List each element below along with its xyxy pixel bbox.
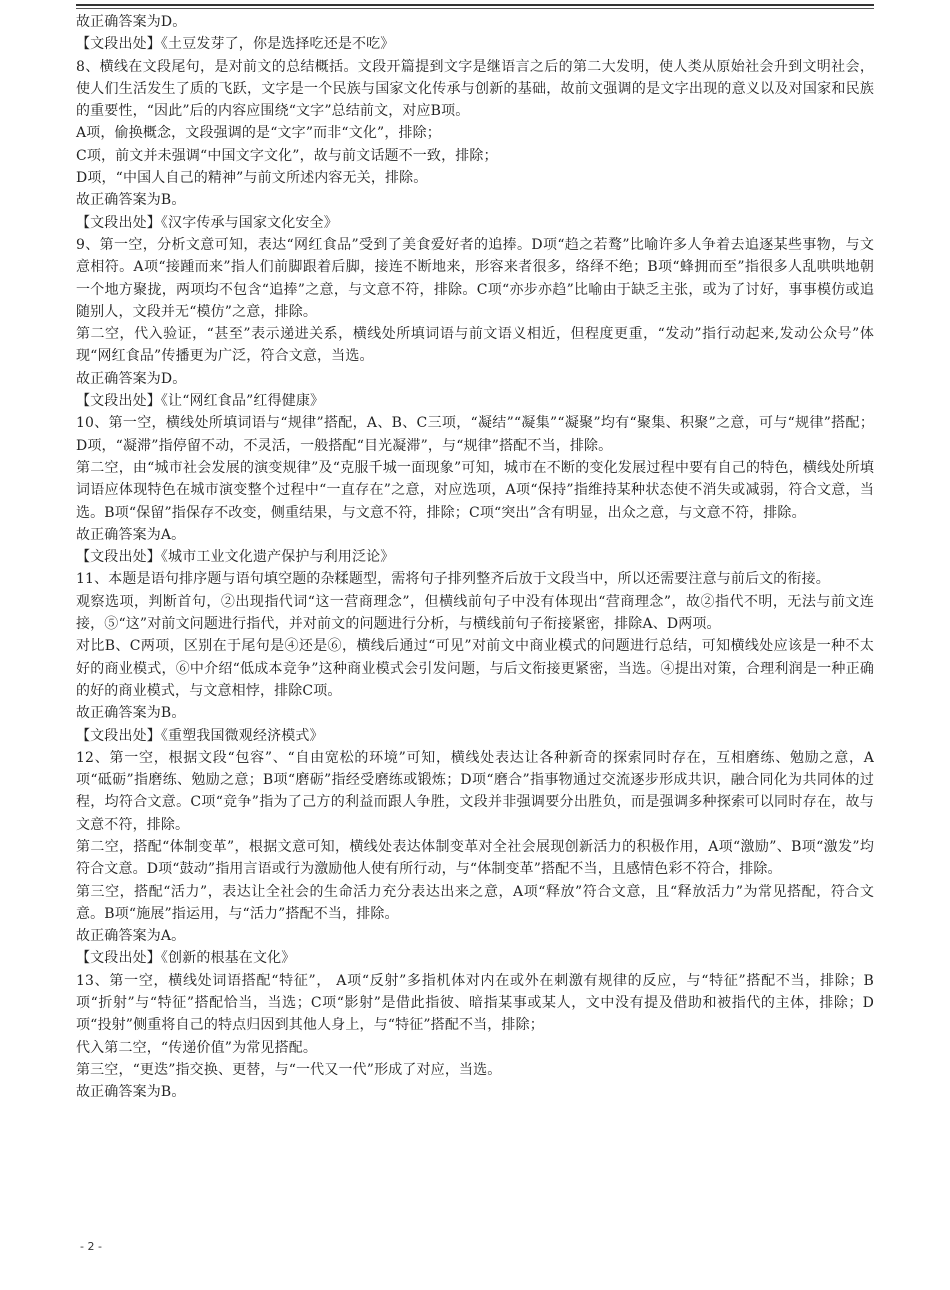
answer-line: 故正确答案为A。 xyxy=(76,526,186,543)
source-line: 【文段出处】《重塑我国微观经济模式》 xyxy=(76,727,324,744)
text-line: 第三空，“更迭”指交换、更替，与“一代又一代”形成了对应，当选。 xyxy=(76,1061,502,1078)
source-line: 【文段出处】《创新的根基在文化》 xyxy=(76,950,296,967)
text-line: D项，“中国人自己的精神”与前文所述内容无关，排除。 xyxy=(76,170,428,187)
text-line: 对比B、C两项，区别在于尾句是④还是⑥，横线后通过“可见”对前文中商业模式的问题进行总结，可知横线处应该是一种不太好的商业模式，⑥中介绍“低成本竞争”这种商业模式会引发问题，与后文衔接更紧密，当选。④提出对策，合理利润是一种正确的好的商业模式，与文意相悖，排除C项。 xyxy=(76,638,874,699)
answer-line: 故正确答案为B。 xyxy=(76,705,186,722)
answer-line: 故正确答案为B。 xyxy=(76,192,186,209)
question-11-analysis: 11、本题是语句排序题与语句填空题的杂糅题型，需将句子排列整齐后放于文段当中，所以还需要注意与前后文的衔接。 xyxy=(76,571,830,588)
text-line: C项，前文并未强调“中国文字文化”，故与前文话题不一致，排除； xyxy=(76,147,498,164)
text-line: 第二空，搭配“体制变革”，根据文意可知，横线处表达体制变革对全社会展现创新活力的积极作用，A项“激励”、B项“激发”均符合文意。D项“鼓动”指用言语或行为激励他人使有所行动，与“体制变革”搭配不当，且感情色彩不符合，排除。 xyxy=(76,838,874,878)
text-line: 第二空，代入验证，“甚至”表示递进关系，横线处所填词语与前文语义相近，但程度更重，“发动”指行动起来,发动公众号”体现“网红食品”传播更为广泛，符合文意，当选。 xyxy=(76,326,874,365)
source-line: 【文段出处】《城市工业文化遗产保护与利用泛论》 xyxy=(76,549,395,566)
answer-line: 故正确答案为D。 xyxy=(76,370,187,387)
question-8-analysis: 8、横线在文段尾句，是对前文的总结概括。文段开篇提到文字是继语言之后的第二大发明，使人类从原始社会升到文明社会，使人们生活发生了质的飞跃，文字是一个民族与国家文化传承与创新的基础，故前文强调的是文字出现的意义以及对国家和民族的重要性，“因此”后的内容应围绕“文字”总结前文，对应B项。 xyxy=(76,58,874,120)
text-line: 故正确答案为D。 xyxy=(76,14,187,30)
question-13-analysis: 13、第一空，横线处词语搭配“特征”， A项“反射”多指机体对内在或外在刺激有规律的反应，与“特征”搭配不当，排除；B项“折射”与“特征”搭配恰当，当选；C项“影射”是借此指彼、暗指某事或某人，文中没有提及借助和被指代的主体，排除；D项“投射”侧重将自己的特点归因到其他人身上，与“特征”搭配不当，排除； xyxy=(76,972,875,1034)
source-line: 【文段出处】《土豆发芽了，你是选择吃还是不吃》 xyxy=(76,36,395,53)
text-line: 第三空，搭配“活力”，表达让全社会的生命活力充分表达出来之意，A项“释放”符合文意，且“释放活力”为常见搭配，符合文意。B项“施展”指运用，与“活力”搭配不当，排除。 xyxy=(76,883,874,922)
source-line: 【文段出处】《让“网红食品”红得健康》 xyxy=(76,393,325,410)
answer-explanations xyxy=(76,11,874,1104)
answer-line: 故正确答案为B。 xyxy=(76,1084,186,1101)
text-line: 第二空，由“城市社会发展的演变规律”及“克服千城一面现象”可知，城市在不断的变化发展过程中要有自己的特色，横线处所填词语应体现特色在城市演变整个过程中“一直存在”之意，对应选项，A项“保持”指维持某种状态使不消失或减弱，符合文意，当选。B项“保留”指保存不改变，侧重结果，与文意不符，排除；C项“突出”含有明显，出众之意，与文意不符，排除。 xyxy=(76,459,874,521)
text-line: 代入第二空，“传递价值”为常见搭配。 xyxy=(76,1039,318,1056)
header-rule-bottom xyxy=(76,8,874,9)
question-9-analysis: 9、第一空，分析文意可知，表达“网红食品”受到了美食爱好者的追捧。D项“趋之若鹜”比喻许多人争着去追逐某些事物，与文意相符。A项“接踵而来”指人们前脚跟着后脚，接连不断地来，形容来者很多，络绎不绝；B项“蜂拥而至”指很多人乱哄哄地朝一个地方聚拢，两项均不包含“追捧”之意，与文意不符，排除。C项“亦步亦趋”比喻由于缺乏主张，或为了讨好，事事模仿或追随别人，文段并无“模仿”之意，排除。 xyxy=(76,236,874,320)
header-rule-top xyxy=(76,4,874,6)
text-line: 观察选项，判断首句，②出现指代词“这一营商理念”，但横线前句子中没有体现出“营商理念”，故②指代不明，无法与前文连接，⑤“这”对前文问题进行指代，并对前文的问题进行分析，与横线前句子衔接紧密，排除A、D两项。 xyxy=(76,593,874,633)
page-number: - 2 - xyxy=(80,1240,102,1253)
question-12-analysis: 12、第一空，根据文段“包容”、“自由宽松的环境”可知，横线处表达让各种新奇的探索同时存在，互相磨练、勉励之意，A项“砥砺”指磨练、勉励之意；B项“磨砺”指经受磨练或锻炼；D项“磨合”指事物通过交流逐步形成共识，融合同化为共同体的过程，均符合文意。C项“竞争”指为了己方的利益而跟人争胜，文段并非强调要分出胜负，而是强调多种探索可以同时存在，故与文意不符，排除。 xyxy=(76,749,874,833)
answer-line: 故正确答案为A。 xyxy=(76,928,186,945)
text-line: A项，偷换概念，文段强调的是“文字”而非“文化”，排除； xyxy=(76,125,441,142)
source-line: 【文段出处】《汉字传承与国家文化安全》 xyxy=(76,214,338,231)
question-10-analysis: 10、第一空，横线处所填词语与“规律”搭配，A、B、C三项，“凝结”“凝集”“凝聚”均有“聚集、积聚”之意，可与“规律”搭配；D项，“凝滞”指停留不动，不灵活，一般搭配“目光凝滞”，与“规律”搭配不当，排除。 xyxy=(76,415,874,454)
